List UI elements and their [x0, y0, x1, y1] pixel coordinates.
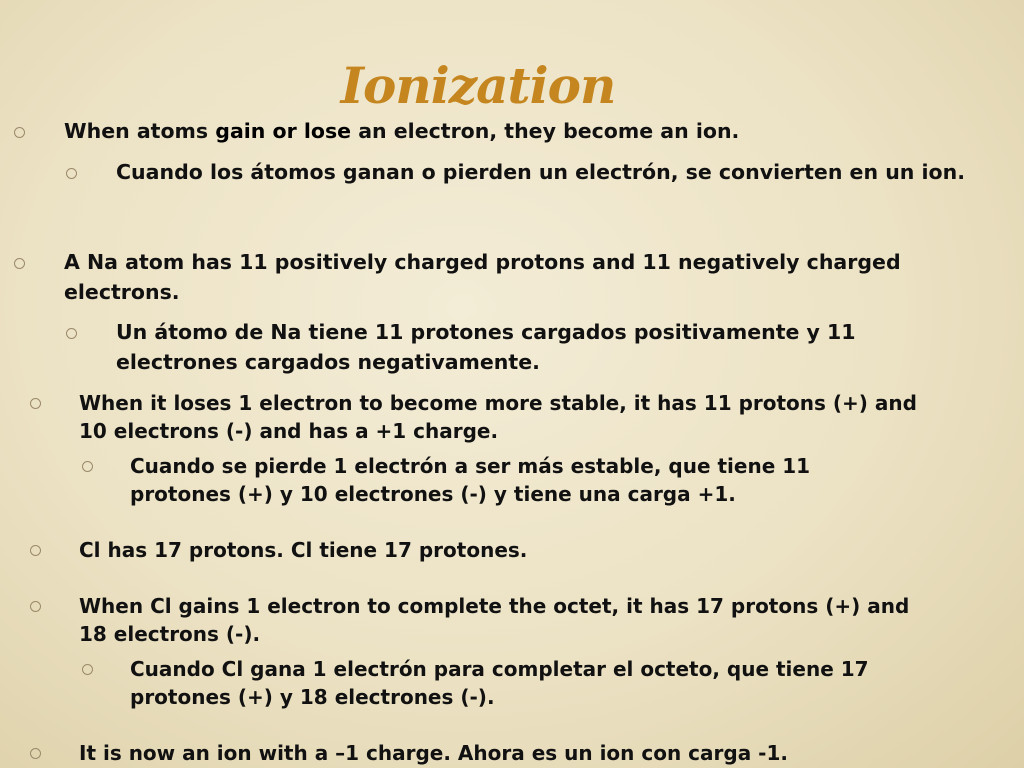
- bullet-icon: [82, 461, 93, 472]
- bullet-icon: [30, 748, 41, 759]
- bullet-text-7: Cl has 17 protons. Cl tiene 17 protones.: [79, 538, 528, 562]
- bullet-icon: [14, 127, 25, 138]
- bullet-text-1-pre: When atoms: [64, 119, 216, 143]
- bullet-icon: [66, 168, 77, 179]
- bullet-icon: [14, 258, 25, 269]
- bullet-icon: [30, 601, 41, 612]
- bullet-text-1-emphasis: gain or lose: [215, 119, 352, 143]
- bullet-icon: [66, 328, 77, 339]
- bullet-text-10: It is now an ion with a –1 charge. Ahora es un ion con carga -1.: [79, 741, 788, 765]
- bullet-icon: [82, 664, 93, 675]
- bullet-text-6: Cuando se pierde 1 electrón a ser más estable, que tiene 11 protones (+) y 10 electrones (-) y tiene una carga +1.: [130, 454, 811, 506]
- bullet-text-4: Un átomo de Na tiene 11 protones cargados positivamente y 11 electrones cargados negativamente.: [116, 320, 856, 374]
- bullet-text-8: When Cl gains 1 electron to complete the octet, it has 17 protons (+) and 18 electrons (-).: [79, 594, 910, 646]
- bullet-text-2: Cuando los átomos ganan o pierden un electrón, se convierten en un ion.: [116, 160, 966, 184]
- bullet-text-3: A Na atom has 11 positively charged protons and 11 negatively charged electrons.: [64, 250, 901, 304]
- bullet-text-1-post: an electron, they become an ion.: [351, 119, 740, 143]
- slide-title: Ionization: [340, 56, 616, 115]
- bullet-text-1: [64, 116, 964, 146]
- bullet-icon: [30, 398, 41, 409]
- bullet-text-5: When it loses 1 electron to become more stable, it has 11 protons (+) and 10 electrons (-) and has a +1 charge.: [79, 391, 917, 443]
- bullet-text-9: Cuando Cl gana 1 electrón para completar el octeto, que tiene 17 protones (+) y 18 electrones (-).: [130, 657, 869, 709]
- bullet-icon: [30, 545, 41, 556]
